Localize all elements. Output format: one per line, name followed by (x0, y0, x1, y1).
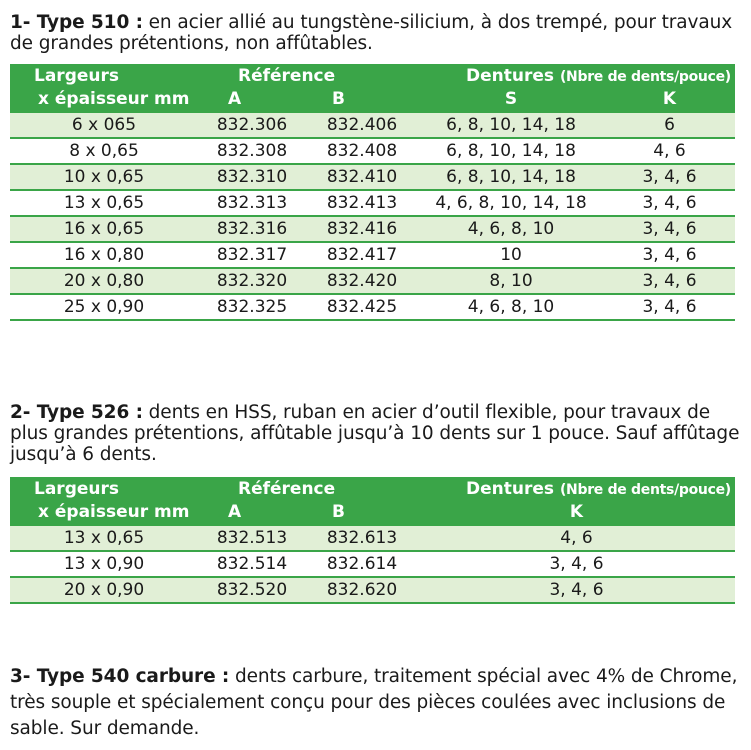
cell-b: 832.410 (306, 164, 418, 190)
cell-s: 4, 6, 8, 10, 14, 18 (418, 190, 604, 216)
cell-k: 4, 6 (418, 525, 735, 551)
table-row (10, 190, 735, 216)
table-row (10, 294, 735, 320)
table-row (10, 138, 735, 164)
section2-intro (10, 402, 745, 465)
cell-s: 4, 6, 8, 10 (418, 216, 604, 242)
cell-size: 16 x 0,65 (10, 216, 198, 242)
col-epaisseur: x épaisseur mm (38, 89, 190, 109)
cell-s: 10 (418, 242, 604, 268)
col-b: B (332, 502, 345, 522)
section2-description: dents en HSS, ruban en acier d’outil flexible, pour travaux de plus grandes prétentions, affûtable jusqu’à 10 dents sur 1 pouce. Sauf affûtage jusqu’à 6 dents. (10, 402, 740, 465)
cell-size: 10 x 0,65 (10, 164, 198, 190)
section3-intro (10, 664, 745, 742)
cell-a: 832.308 (198, 138, 306, 164)
table-row (10, 525, 735, 551)
table-row (10, 268, 735, 294)
cell-s: 4, 6, 8, 10 (418, 294, 604, 320)
cell-b: 832.620 (306, 577, 418, 603)
section2-heading: 2- Type 526 : (10, 402, 143, 423)
section1-heading: 1- Type 510 : (10, 12, 143, 33)
table-row (10, 216, 735, 242)
cell-a: 832.520 (198, 577, 306, 603)
type510-table (10, 64, 735, 321)
cell-s: 6, 8, 10, 14, 18 (418, 164, 604, 190)
col-k: K (662, 89, 677, 109)
cell-k: 3, 4, 6 (604, 242, 735, 268)
cell-k: 4, 6 (604, 138, 735, 164)
cell-a: 832.513 (198, 525, 306, 551)
table-row (10, 112, 735, 138)
cell-k: 6 (604, 112, 735, 138)
header-row-2 (10, 87, 735, 112)
col-k: K (569, 502, 584, 522)
section1-description: en acier allié au tungstène-silicium, à dos trempé, pour travaux de grandes prétentions, non affûtables. (10, 12, 733, 54)
cell-a: 832.325 (198, 294, 306, 320)
cell-s: 6, 8, 10, 14, 18 (418, 112, 604, 138)
cell-a: 832.313 (198, 190, 306, 216)
col-epaisseur: x épaisseur mm (38, 502, 190, 522)
cell-size: 13 x 0,65 (10, 525, 198, 551)
section3-heading: 3- Type 540 carbure : (10, 666, 230, 687)
col-a: A (228, 502, 242, 522)
cell-size: 25 x 0,90 (10, 294, 198, 320)
cell-a: 832.514 (198, 551, 306, 577)
col-largeurs: Largeurs (34, 478, 119, 499)
cell-k: 3, 4, 6 (604, 268, 735, 294)
section1-intro (10, 12, 745, 54)
dentures-label: Dentures (466, 478, 555, 499)
dentures-note: (Nbre de dents/pouce) (559, 481, 731, 498)
col-dentures (418, 477, 735, 500)
cell-k: 3, 4, 6 (418, 551, 735, 577)
section3-description: dents carbure, traitement spécial avec 4% de Chrome, très souple et spécialement conçu pour des pièces coulées avec inclusions de sable. Sur demande. (10, 666, 738, 739)
header-row-2 (10, 500, 735, 525)
cell-a: 832.320 (198, 268, 306, 294)
cell-size: 13 x 0,65 (10, 190, 198, 216)
cell-b: 832.413 (306, 190, 418, 216)
cell-size: 20 x 0,80 (10, 268, 198, 294)
cell-k: 3, 4, 6 (604, 216, 735, 242)
cell-a: 832.310 (198, 164, 306, 190)
col-reference: Référence (238, 65, 336, 86)
table-row (10, 242, 735, 268)
cell-k: 3, 4, 6 (604, 164, 735, 190)
cell-b: 832.406 (306, 112, 418, 138)
cell-size: 16 x 0,80 (10, 242, 198, 268)
col-b: B (332, 89, 345, 109)
type526-table (10, 477, 735, 604)
header-row-1 (10, 64, 735, 87)
dentures-note: (Nbre de dents/pouce) (559, 68, 731, 85)
col-dentures (418, 64, 735, 87)
col-reference: Référence (238, 478, 336, 499)
cell-a: 832.306 (198, 112, 306, 138)
table-row (10, 164, 735, 190)
cell-b: 832.408 (306, 138, 418, 164)
cell-size: 20 x 0,90 (10, 577, 198, 603)
cell-b: 832.416 (306, 216, 418, 242)
cell-size: 6 x 065 (10, 112, 198, 138)
cell-b: 832.420 (306, 268, 418, 294)
col-a: A (228, 89, 242, 109)
cell-k: 3, 4, 6 (418, 577, 735, 603)
col-largeurs: Largeurs (34, 65, 119, 86)
cell-a: 832.317 (198, 242, 306, 268)
cell-size: 13 x 0,90 (10, 551, 198, 577)
table-row (10, 551, 735, 577)
cell-b: 832.425 (306, 294, 418, 320)
cell-size: 8 x 0,65 (10, 138, 198, 164)
col-s: S (504, 89, 518, 109)
header-row-1 (10, 477, 735, 500)
cell-b: 832.613 (306, 525, 418, 551)
dentures-label: Dentures (466, 65, 555, 86)
cell-k: 3, 4, 6 (604, 294, 735, 320)
cell-k: 3, 4, 6 (604, 190, 735, 216)
cell-s: 6, 8, 10, 14, 18 (418, 138, 604, 164)
cell-a: 832.316 (198, 216, 306, 242)
table-row (10, 577, 735, 603)
cell-b: 832.614 (306, 551, 418, 577)
cell-s: 8, 10 (418, 268, 604, 294)
cell-b: 832.417 (306, 242, 418, 268)
